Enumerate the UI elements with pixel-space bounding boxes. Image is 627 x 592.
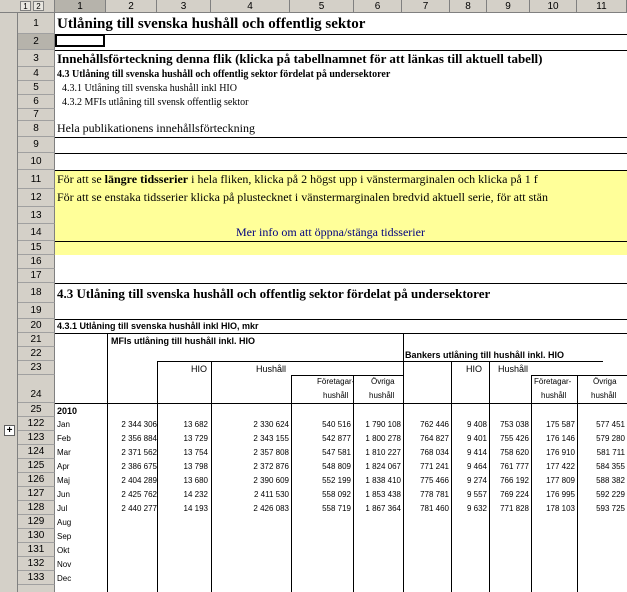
divider: [55, 153, 627, 154]
row-header-126[interactable]: 126: [18, 473, 55, 487]
bank-foretagar-header-1: Företagar-: [534, 377, 572, 386]
divider: [55, 137, 627, 138]
hushall-header: Hushåll: [256, 364, 287, 374]
row-header-123[interactable]: 123: [18, 431, 55, 445]
table-cell: 577 451: [596, 420, 625, 429]
table-cell: 2 404 289: [121, 476, 157, 485]
table-cell: 2 426 083: [253, 504, 289, 513]
row-header-2[interactable]: 2: [18, 34, 55, 50]
row-header-124[interactable]: 124: [18, 445, 55, 459]
table-cell: 2 440 277: [121, 504, 157, 513]
month-label: Sep: [57, 532, 72, 541]
table-cell: 176 910: [546, 448, 575, 457]
row-header-133[interactable]: 133: [18, 571, 55, 585]
table-cell: 2 390 609: [253, 476, 289, 485]
table-cell: 771 241: [420, 462, 449, 471]
table-cell: 558 719: [322, 504, 351, 513]
row-header-13[interactable]: 13: [18, 207, 55, 224]
table-cell: 9 408: [466, 420, 487, 429]
table-cell: 1 853 438: [365, 490, 401, 499]
month-label: Jul: [57, 504, 68, 513]
bank-ovriga-header-1: Övriga: [593, 377, 617, 386]
month-label: Jun: [57, 490, 70, 499]
divider: [55, 170, 627, 171]
info-text: i hela fliken, klicka på 2 högst upp i vänstermarginalen och klicka på 1 f: [188, 172, 538, 186]
row-header-127[interactable]: 127: [18, 487, 55, 501]
table-cell: 2 344 306: [121, 420, 157, 429]
table-cell: 2 372 876: [253, 462, 289, 471]
table-cell: 593 725: [596, 504, 625, 513]
row-header-12[interactable]: 12: [18, 189, 55, 207]
column-header-1[interactable]: 1: [55, 0, 106, 13]
divider: [577, 375, 578, 592]
month-label: Okt: [57, 546, 70, 555]
row-header-24[interactable]: 24: [18, 375, 55, 403]
month-label: Jan: [57, 420, 70, 429]
row-header-8[interactable]: 8: [18, 121, 55, 137]
table-cell: 9 414: [466, 448, 487, 457]
row-header-23[interactable]: 23: [18, 361, 55, 375]
table-cell: 176 146: [546, 434, 575, 443]
table-cell: 177 422: [546, 462, 575, 471]
toc-link-4-3-1[interactable]: 4.3.1 Utlåning till svenska hushåll inkl HIO: [62, 83, 237, 94]
row-header-130[interactable]: 130: [18, 529, 55, 543]
hio-header: HIO: [191, 364, 208, 374]
table-cell: 177 809: [546, 476, 575, 485]
divider: [157, 361, 603, 362]
table-cell: 175 587: [546, 420, 575, 429]
toc-link-4-3[interactable]: 4.3 Utlåning till svenska hushåll och offentlig sektor fördelat på undersektorer: [57, 69, 391, 80]
table-cell: 9 401: [466, 434, 487, 443]
year-label: 2010: [57, 406, 78, 416]
bank-foretagar-header-2: hushåll: [541, 391, 567, 400]
table-cell: 769 224: [500, 490, 529, 499]
table-cell: 9 274: [466, 476, 487, 485]
table-cell: 552 199: [322, 476, 351, 485]
row-header-25[interactable]: 25: [18, 403, 55, 417]
table-cell: 761 777: [500, 462, 529, 471]
table-cell: 542 877: [322, 434, 351, 443]
table-cell: 581 711: [596, 448, 625, 457]
table-header-border: [55, 403, 627, 404]
row-header-134: [18, 585, 55, 592]
row-header-129[interactable]: 129: [18, 515, 55, 529]
row-header-14[interactable]: 14: [18, 224, 55, 241]
table-cell: 13 798: [183, 462, 208, 471]
month-label: Maj: [57, 476, 70, 485]
table-cell: 13 682: [183, 420, 208, 429]
row-header-11[interactable]: 11: [18, 170, 55, 189]
table-cell: 2 330 624: [253, 420, 289, 429]
divider: [55, 34, 627, 35]
table-cell: 2 425 762: [121, 490, 157, 499]
table-cell: 762 446: [420, 420, 449, 429]
outline-level-1-button[interactable]: 1: [20, 1, 31, 11]
bank-group-header: Bankers utlåning till hushåll inkl. HIO: [405, 350, 565, 360]
column-header-9[interactable]: 9: [487, 0, 530, 13]
ovriga-header-1: Övriga: [371, 377, 395, 386]
divider: [55, 241, 627, 242]
month-label: Mar: [57, 448, 71, 457]
foretagar-header-1: Företagar-: [317, 377, 355, 386]
table-cell: 2 357 808: [253, 448, 289, 457]
table-cell: 540 516: [322, 420, 351, 429]
expand-plus-button[interactable]: +: [4, 425, 15, 436]
column-header-10[interactable]: 10: [530, 0, 577, 13]
row-header-19[interactable]: 19: [18, 303, 55, 319]
row-header-22[interactable]: 22: [18, 347, 55, 361]
month-label: Nov: [57, 560, 72, 569]
bank-hushall-header: Hushåll: [498, 364, 529, 374]
table-title: 4.3.1 Utlåning till svenska hushåll inkl HIO, mkr: [57, 321, 259, 331]
table-cell: 2 386 675: [121, 462, 157, 471]
table-cell: 781 460: [420, 504, 449, 513]
ovriga-header-2: hushåll: [369, 391, 395, 400]
outline-bar: [0, 13, 18, 592]
row-header-128[interactable]: 128: [18, 501, 55, 515]
column-header-2[interactable]: 2: [106, 0, 157, 13]
table-cell: 1 838 410: [365, 476, 401, 485]
table-cell: 548 809: [322, 462, 351, 471]
row-header-15[interactable]: 15: [18, 241, 55, 255]
table-cell: 592 229: [596, 490, 625, 499]
info-bold-text: längre tidsserier: [104, 172, 189, 186]
mfi-group-header: MFIs utlåning till hushåll inkl. HIO: [111, 336, 256, 346]
page-title: Utlåning till svenska hushåll och offentlig sektor: [57, 16, 366, 32]
column-header-8[interactable]: 8: [450, 0, 487, 13]
table-cell: 9 632: [466, 504, 487, 513]
table-cell: 588 382: [596, 476, 625, 485]
divider: [55, 283, 627, 284]
column-header-4[interactable]: 4: [211, 0, 290, 13]
row-header-21[interactable]: 21: [18, 333, 55, 347]
table-cell: 764 827: [420, 434, 449, 443]
column-header-6[interactable]: 6: [354, 0, 402, 13]
table-cell: 558 092: [322, 490, 351, 499]
row-header-4[interactable]: 4: [18, 67, 55, 81]
info-text: För att se: [57, 172, 105, 186]
column-header-11[interactable]: 11: [577, 0, 627, 13]
month-label: Feb: [57, 434, 71, 443]
table-cell: 14 232: [183, 490, 208, 499]
info-link[interactable]: Mer info om att öppna/stänga tidsserier: [236, 225, 425, 239]
row-header-122[interactable]: 122: [18, 417, 55, 431]
table-cell: 775 466: [420, 476, 449, 485]
table-cell: 1 810 227: [365, 448, 401, 457]
info-line-2: För att se enstaka tidsserier klicka på plustecknet i vänstermarginalen bredvid aktuell serie, för att stän: [57, 190, 548, 204]
column-header-3[interactable]: 3: [157, 0, 211, 13]
publication-toc-link[interactable]: Hela publikationens innehållsförteckning: [57, 121, 255, 135]
month-label: Dec: [57, 574, 72, 583]
table-cell: 13 729: [183, 434, 208, 443]
row-header-9[interactable]: 9: [18, 137, 55, 153]
table-cell: 547 581: [322, 448, 351, 457]
table-cell: 755 426: [500, 434, 529, 443]
table-cell: 753 038: [500, 420, 529, 429]
row-header-5[interactable]: 5: [18, 81, 55, 95]
divider: [531, 375, 627, 376]
info-line-1: [57, 172, 538, 187]
toc-heading: Innehållsförteckning denna flik (klicka på tabellnamnet för att länkas till aktuell tabell): [57, 51, 543, 66]
row-header-10[interactable]: 10: [18, 153, 55, 170]
row-header-131[interactable]: 131: [18, 543, 55, 557]
table-cell: 758 620: [500, 448, 529, 457]
table-cell: 9 464: [466, 462, 487, 471]
section-heading: 4.3 Utlåning till svenska hushåll och offentlig sektor fördelat på undersektorer: [57, 286, 491, 301]
table-top-border: [55, 333, 627, 334]
table-cell: 2 343 155: [253, 434, 289, 443]
row-header-3[interactable]: 3: [18, 50, 55, 67]
table-cell: 778 781: [420, 490, 449, 499]
table-cell: 768 034: [420, 448, 449, 457]
active-cell[interactable]: [55, 34, 105, 47]
table-cell: 766 192: [500, 476, 529, 485]
row-header-1[interactable]: 1: [18, 13, 55, 34]
table-cell: 178 103: [546, 504, 575, 513]
table-cell: 584 355: [596, 462, 625, 471]
month-label: Aug: [57, 518, 72, 527]
table-cell: 1 800 278: [365, 434, 401, 443]
table-cell: 1 824 067: [365, 462, 401, 471]
worksheet-grid[interactable]: [55, 13, 627, 592]
table-cell: 14 193: [183, 504, 208, 513]
row-header-6[interactable]: 6: [18, 95, 55, 109]
outline-level-2-button[interactable]: 2: [33, 1, 44, 11]
table-cell: 2 411 530: [254, 490, 289, 499]
table-cell: 13 754: [183, 448, 208, 457]
divider: [55, 319, 627, 320]
table-cell: 2 371 562: [121, 448, 157, 457]
row-header-17[interactable]: 17: [18, 269, 55, 283]
row-header-132[interactable]: 132: [18, 557, 55, 571]
row-header-18[interactable]: 18: [18, 283, 55, 303]
table-cell: 176 995: [546, 490, 575, 499]
table-cell: 1 790 108: [365, 420, 401, 429]
table-cell: 9 557: [466, 490, 487, 499]
divider: [291, 375, 403, 376]
row-header-20[interactable]: 20: [18, 319, 55, 333]
column-header-7[interactable]: 7: [402, 0, 450, 13]
table-cell: 13 680: [183, 476, 208, 485]
foretagar-header-2: hushåll: [323, 391, 349, 400]
table-cell: 1 867 364: [365, 504, 401, 513]
bank-ovriga-header-2: hushåll: [591, 391, 617, 400]
bank-hio-header: HIO: [466, 364, 483, 374]
row-header-125[interactable]: 125: [18, 459, 55, 473]
row-header-16[interactable]: 16: [18, 255, 55, 269]
table-cell: 2 356 884: [121, 434, 157, 443]
table-cell: 771 828: [500, 504, 529, 513]
row-header-7[interactable]: 7: [18, 109, 55, 121]
column-header-5[interactable]: 5: [290, 0, 354, 13]
table-cell: 579 280: [596, 434, 625, 443]
month-label: Apr: [57, 462, 70, 471]
toc-link-4-3-2[interactable]: 4.3.2 MFIs utlåning till svensk offentlig sektor: [62, 97, 249, 108]
